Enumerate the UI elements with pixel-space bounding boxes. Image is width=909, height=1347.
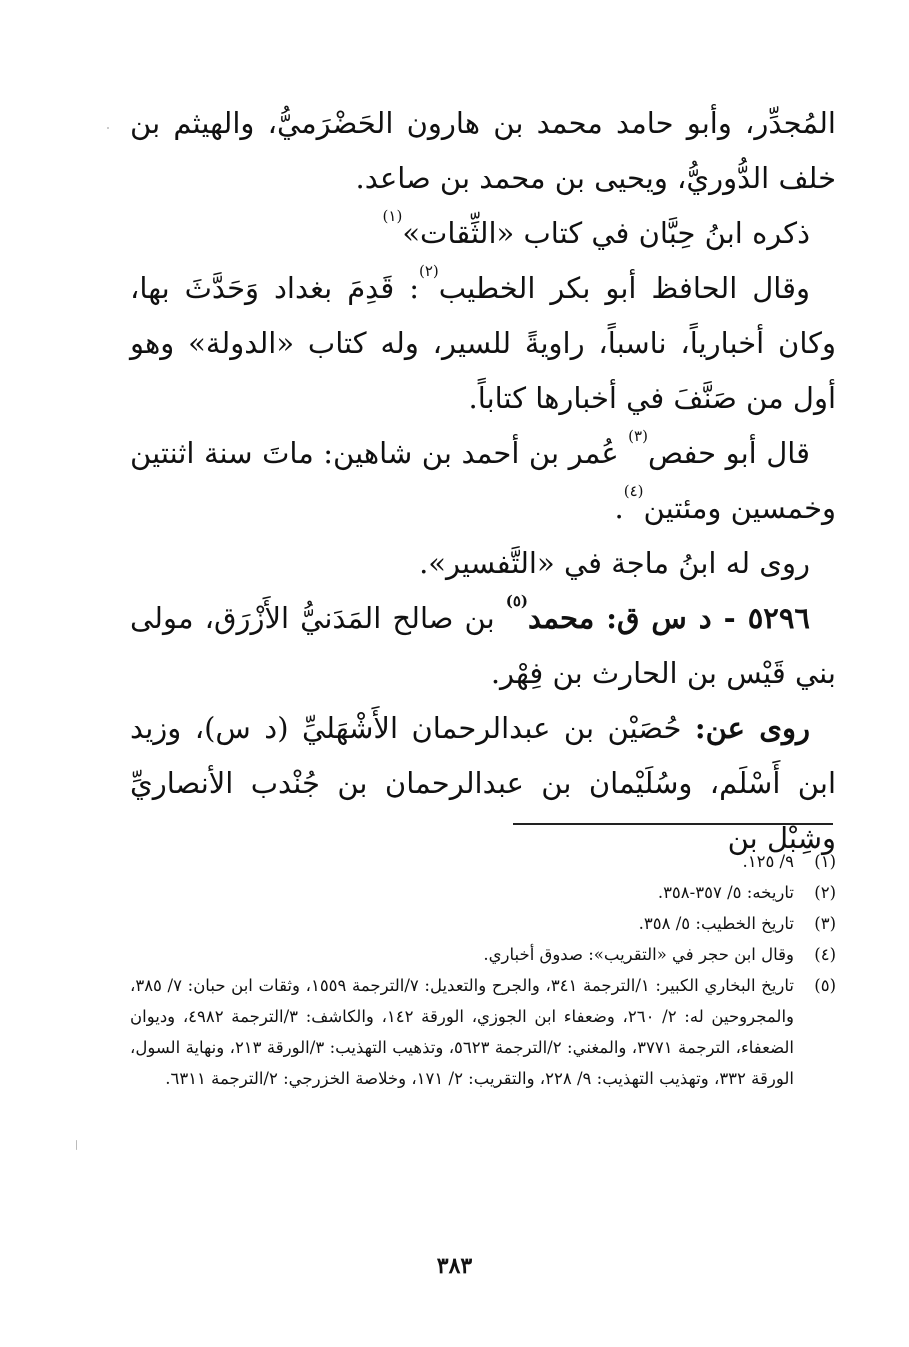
- paragraph-3: [130, 261, 836, 426]
- text-span: حُصَيْن بن عبدالرحمان الأَشْهَليِّ (د س)، وزيد ابن أَسْلَم، وسُلَيْمان بن عبدالرحمان بن جُنْدب الأنصاريِّ وشِبْل بن: [130, 711, 836, 855]
- footnote-item: [130, 877, 836, 908]
- entry-number: ٥٢٩٦ - د س ق: محمد: [528, 601, 810, 635]
- main-text: [130, 96, 836, 866]
- page-number: ٣٨٣: [436, 1253, 473, 1279]
- entry-heading: [130, 591, 836, 701]
- paragraph-2: [130, 206, 836, 261]
- footnote-number: (٢): [814, 883, 836, 902]
- footnote-text: ٩/ ١٢٥.: [742, 852, 794, 871]
- footnote-ref-1[interactable]: (١): [382, 207, 403, 225]
- footnote-number: (٣): [814, 914, 836, 933]
- footnote-item: [130, 970, 836, 1094]
- paragraph-narrators: [130, 701, 836, 866]
- footnote-item: [130, 939, 836, 970]
- footnote-text: تاريخ البخاري الكبير: ١/الترجمة ٣٤١، والجرح والتعديل: ٧/الترجمة ١٥٥٩، وثقات ابن حبان: ٧/ ٣٨٥، والمجروحين له: ٢/ ٢٦٠، وضعفاء ابن الجوزي، الورقة ١٤٢، والكاشف: ٣/الترجمة ٤٩٨٢، وديوان الضعفاء، الترجمة ٣٧٧١، والمغني: ٢/الترجمة ٥٦٢٣، وتذهيب التهذيب: ٣/الورقة ٢١٣، ونهاية السول، الورقة ٣٣٢، وتهذيب التهذيب: ٩/ ٢٢٨، والتقريب: ٢/ ١٧١، وخلاصة الخزرجي: ٢/الترجمة ٦٣١١.: [130, 976, 794, 1088]
- narrated-from-label: روى عن:: [694, 711, 810, 745]
- text-span: روى له ابنُ ماجة في «التَّفسير».: [419, 546, 810, 580]
- footnote-item: [130, 908, 836, 939]
- footnotes: [130, 846, 836, 1094]
- footnote-text: تاريخ الخطيب: ٥/ ٣٥٨.: [638, 914, 794, 933]
- text-span: : قَدِمَ بغداد وَحَدَّثَ بها، وكان أخبارياً، ناسباً، راويةً للسير، وله كتاب «الدولة» وهو أول من صَنَّفَ في أخبارها كتاباً.: [130, 271, 836, 415]
- footnote-ref-2[interactable]: (٢): [418, 262, 439, 280]
- text-span: قال أبو حفص: [647, 436, 810, 470]
- footnote-text: تاريخه: ٥/ ٣٥٧-٣٥٨.: [657, 883, 794, 902]
- scan-speck: [76, 1140, 77, 1150]
- text-line: المُجدِّر، وأبو حامد محمد بن هارون الحَضْرَميُّ، والهيثم بن خلف الدُّوريُّ، ويحيى بن محمد بن صاعد.: [130, 106, 836, 195]
- text-span: وقال الحافظ أبو بكر الخطيب: [438, 271, 810, 305]
- paragraph-1: [130, 96, 836, 206]
- footnote-item: [130, 846, 836, 877]
- footnote-number: (٤): [814, 945, 836, 964]
- text-span: .: [614, 491, 624, 525]
- footnote-number: (١): [814, 852, 836, 871]
- footnote-ref-4[interactable]: (٤): [623, 482, 644, 500]
- footnote-divider: [513, 823, 833, 825]
- footnote-text: وقال ابن حجر في «التقريب»: صدوق أخباري.: [483, 945, 794, 964]
- paragraph-5: [130, 536, 836, 591]
- text-span: ذكره ابنُ حِبَّان في كتاب «الثِّقات»: [402, 216, 810, 250]
- scan-speck: [107, 127, 109, 129]
- footnote-ref-3[interactable]: (٣): [628, 427, 648, 445]
- paragraph-4: [130, 426, 836, 536]
- text-span: عُمر بن أحمد بن شاهين: ماتَ سنة اثنتين وخمسين ومئتين: [130, 436, 836, 525]
- footnote-ref-5[interactable]: (٥): [505, 592, 529, 610]
- footnote-number: (٥): [814, 976, 836, 995]
- text-span: بن صالح المَدَنيُّ الأَزْرَق، مولى بني قَيْس بن الحارث بن فِهْر.: [130, 601, 836, 690]
